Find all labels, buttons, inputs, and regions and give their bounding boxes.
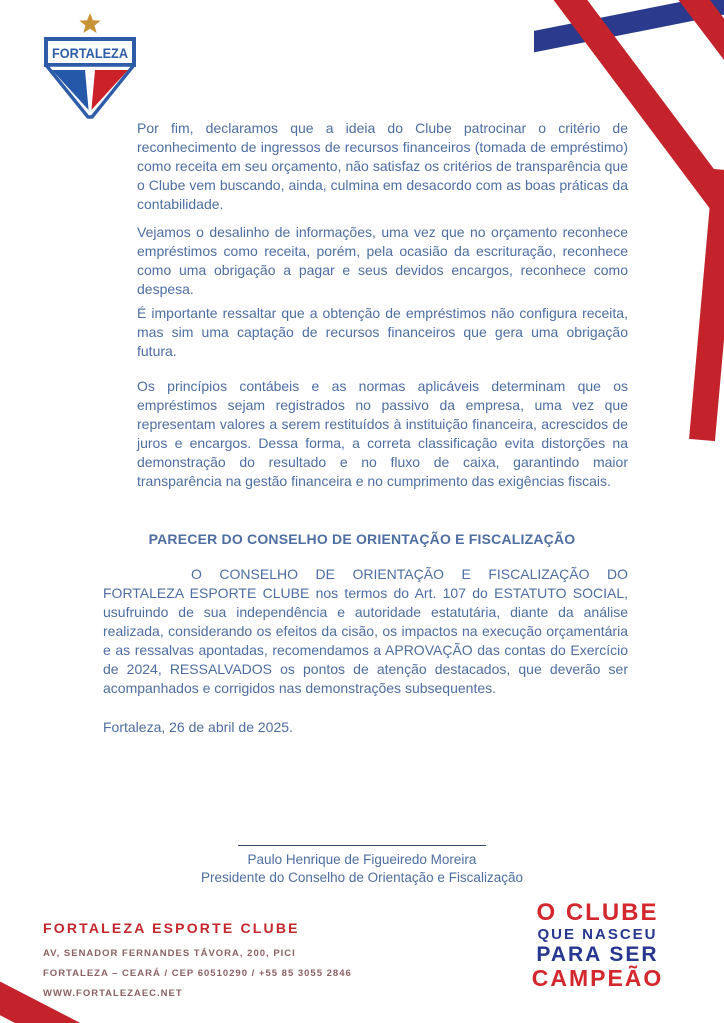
- slogan-line-3: PARA SER: [536, 943, 659, 966]
- parecer-section-heading: PARECER DO CONSELHO DE ORIENTAÇÃO E FISCALIZAÇÃO: [148, 531, 576, 547]
- signature-name: Paulo Henrique de Figueiredo Moreira: [247, 852, 477, 867]
- footer-address-line-1: AV, SENADOR FERNANDES TÁVORA, 200, PICI: [43, 948, 296, 959]
- star-icon: [79, 13, 100, 33]
- footer-address-block: [43, 920, 352, 1008]
- slogan-line-1: O CLUBE: [536, 899, 659, 926]
- body-paragraph-1: Por fim, declaramos que a ideia do Clube patrocinar o critério de reconhecimento de ingressos de recursos financeiros (tomada de empréstimo) como receita em seu orçamento, não satisfaz os critérios de transparência que o Clube vem buscando, ainda, culmina em desacordo com as boas práticas da contabilidade.: [137, 120, 628, 212]
- body-paragraph-3: É importante ressaltar que a obtenção de empréstimos não configura receita, mas sim uma captação de recursos financeiros que gera uma obrigação futura.: [137, 305, 628, 359]
- crest-club-name: FORTALEZA: [52, 45, 128, 61]
- club-slogan-block: [515, 901, 680, 991]
- signature-block: [0, 845, 724, 887]
- slogan-line-4: CAMPEÃO: [531, 965, 664, 991]
- signature-line: [238, 845, 486, 846]
- footer-website: WWW.FORTALEZAEC.NET: [43, 988, 183, 999]
- signature-role: Presidente do Conselho de Orientação e Fiscalização: [201, 870, 523, 885]
- slogan-line-2: QUE NASCEU: [537, 926, 658, 943]
- footer-address-line-2: FORTALEZA – CEARÁ / CEP 60510290 / +55 85 3055 2846: [43, 968, 352, 979]
- parecer-paragraph: O CONSELHO DE ORIENTAÇÃO E FISCALIZAÇÃO DO FORTALEZA ESPORTE CLUBE nos termos do Art. 107 do ESTATUTO SOCIAL, usufruindo de sua independência e autoridade estatutária, diante da análise realizada, considerando os efeitos da cisão, os impactos na execução orçamentária e as ressalvas apontadas, recomendamos a APROVAÇÃO das contas do Exercício de 2024, RESSALVADOS os pontos de atenção destacados, que deverão ser acompanhados e corrigidos nas demonstrações subsequentes.: [103, 566, 628, 696]
- body-paragraph-4: Os princípios contábeis e as normas aplicáveis determinam que os empréstimos sejam registrados no passivo da empresa, uma vez que representam valores a serem restituídos à instituição financeira, acrescidos de juros e encargos. Dessa forma, a correta classificação evita distorções na demonstração do resultado e no fluxo de caixa, garantindo maior transparência na gestão financeira e no cumprimento das exigências fiscais.: [137, 378, 628, 489]
- date-line: Fortaleza, 26 de abril de 2025.: [103, 719, 293, 735]
- footer-club-name: FORTALEZA ESPORTE CLUBE: [43, 920, 300, 936]
- fortaleza-crest-logo: [36, 13, 144, 119]
- body-paragraph-2: Vejamos o desalinho de informações, uma vez que no orçamento reconhece empréstimos como receita, porém, pela ocasião da escrituração, reconhece como uma obrigação a pagar e seus devidos encargos, reconhece como despesa.: [137, 224, 628, 297]
- red-stripe-right-edge: [702, 170, 724, 440]
